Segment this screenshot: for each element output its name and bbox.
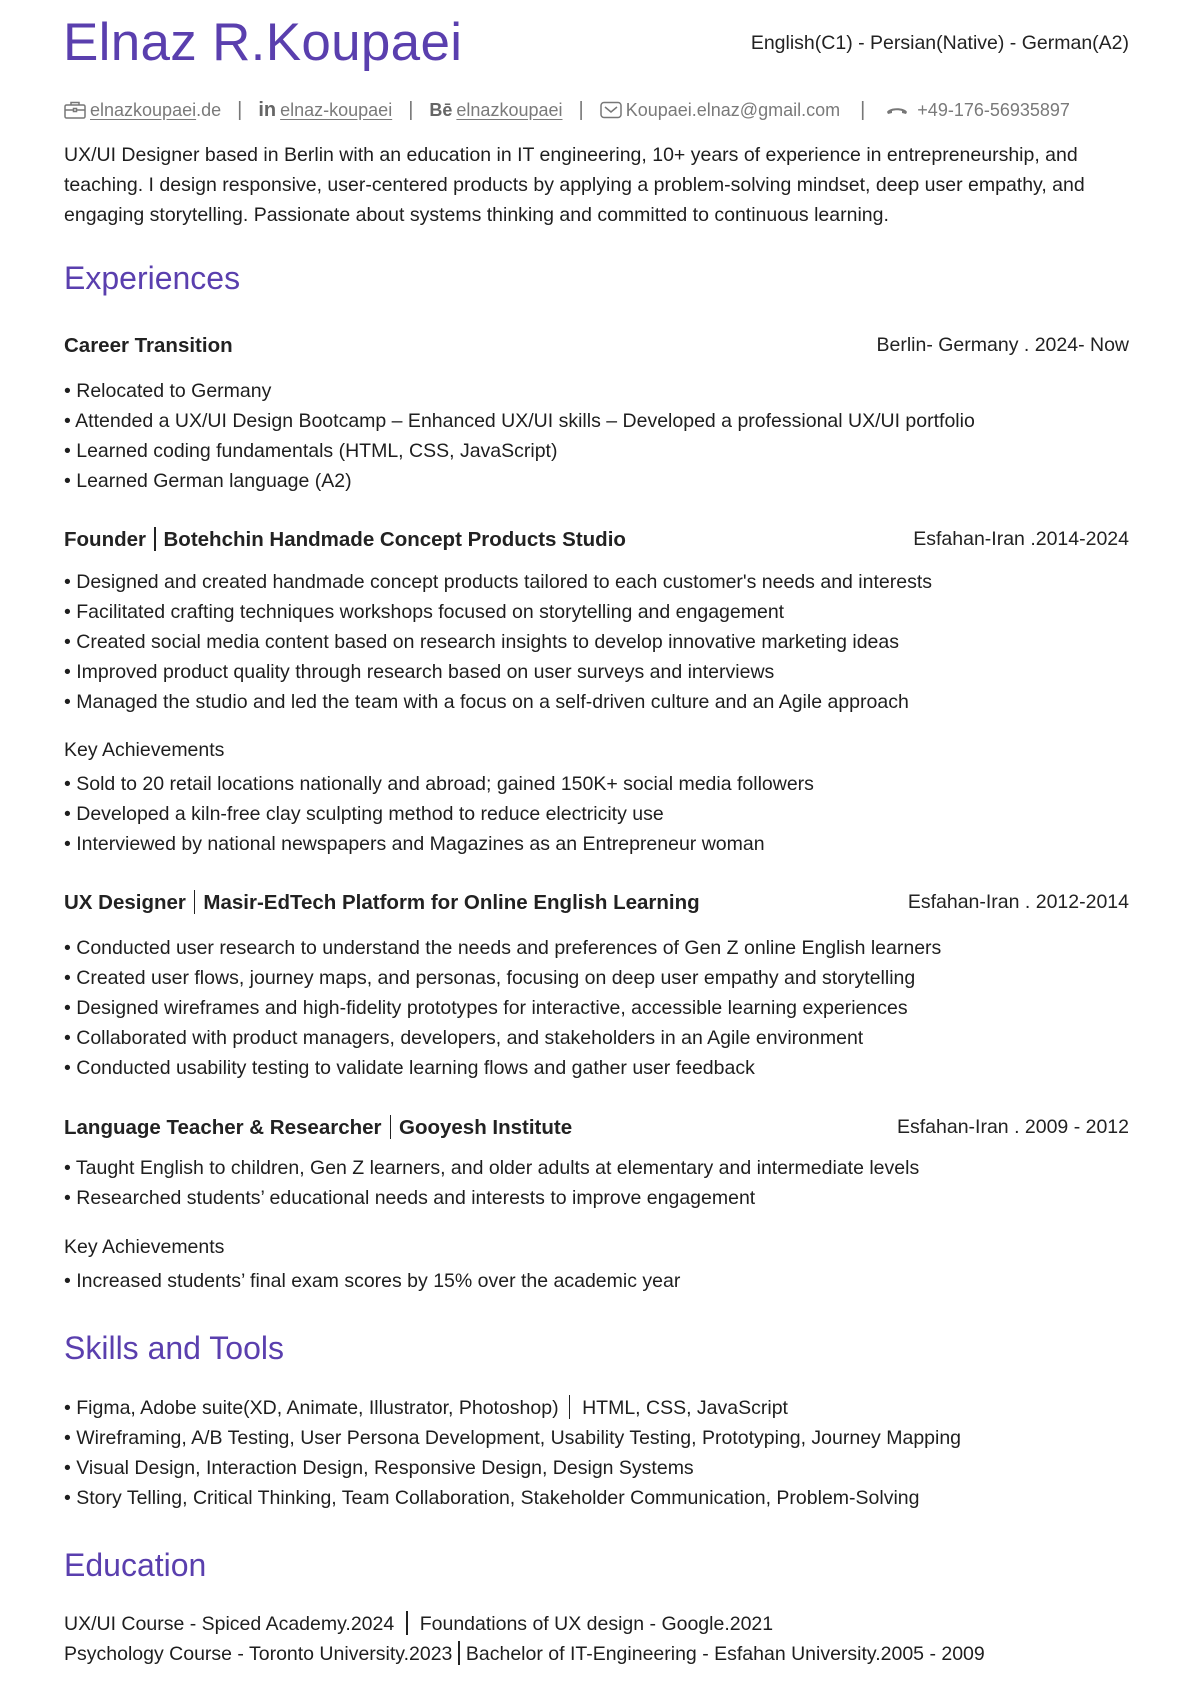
- list-item: • Attended a UX/UI Design Bootcamp – Enhanced UX/UI skills – Developed a professional UX/UI portfolio: [64, 410, 975, 432]
- job-role: UX Designer: [64, 891, 186, 914]
- list-item: • Researched students’ educational needs and interests to improve engagement: [64, 1187, 756, 1209]
- list-item: • Conducted user research to understand the needs and preferences of Gen Z online English learners: [64, 937, 942, 959]
- phone-text[interactable]: +49-176-56935897: [917, 100, 1070, 120]
- achievement-bullets: [64, 1266, 680, 1296]
- divider: [194, 890, 196, 914]
- job-org: Gooyesh Institute: [399, 1116, 573, 1139]
- list-item: • Designed and created handmade concept products tailored to each customer's needs and interests: [64, 571, 932, 593]
- list-item: • Improved product quality through research based on user surveys and interviews: [64, 661, 775, 683]
- separator: |: [237, 99, 243, 121]
- skills-list: [64, 1393, 961, 1513]
- list-item: [64, 1393, 961, 1423]
- divider: [569, 1395, 571, 1419]
- job-title: [64, 526, 626, 554]
- list-item: • Created social media content based on research insights to develop innovative marketing ideas: [64, 631, 899, 653]
- email-text[interactable]: Koupaei.elnaz@gmail.com: [625, 100, 841, 120]
- job-meta: Esfahan-Iran .2014-2024: [913, 528, 1129, 550]
- job-title: Career Transition: [64, 334, 233, 357]
- linkedin-link[interactable]: elnaz-koupaei: [280, 100, 393, 120]
- list-item: • Collaborated with product managers, developers, and stakeholders in an Agile environment: [64, 1027, 864, 1049]
- mail-icon: [600, 101, 622, 119]
- list-item: • Visual Design, Interaction Design, Responsive Design, Design Systems: [64, 1457, 694, 1479]
- list-item: • Facilitated crafting techniques workshops focused on storytelling and engagement: [64, 601, 785, 623]
- education-list: [64, 1609, 985, 1669]
- list-item: • Developed a kiln-free clay sculpting method to reduce electricity use: [64, 803, 664, 825]
- list-item: • Interviewed by national newspapers and Magazines as an Entrepreneur woman: [64, 833, 765, 855]
- achievement-bullets: [64, 769, 814, 859]
- section-education: Education: [64, 1547, 207, 1583]
- behance-link[interactable]: elnazkoupaei: [456, 100, 563, 120]
- candidate-name: Elnaz R.Koupaei: [63, 13, 463, 72]
- job-bullets: [64, 376, 975, 496]
- behance-icon: Bē: [429, 100, 453, 120]
- job-title: [64, 1114, 572, 1142]
- key-achievements-label: Key Achievements: [64, 1236, 225, 1258]
- list-item: • Increased students’ final exam scores by 15% over the academic year: [64, 1270, 681, 1292]
- briefcase-icon: [64, 101, 86, 119]
- separator: |: [578, 99, 584, 121]
- list-item: • Learned German language (A2): [64, 470, 352, 492]
- job-bullets: [64, 1153, 919, 1213]
- list-item: • Relocated to Germany: [64, 380, 272, 402]
- list-item: • Story Telling, Critical Thinking, Team Collaboration, Stakeholder Communication, Problem-Solving: [64, 1487, 920, 1509]
- separator: |: [408, 99, 414, 121]
- job-bullets: [64, 567, 932, 717]
- education-item: Bachelor of IT-Engineering - Esfahan University.2005 - 2009: [465, 1643, 985, 1665]
- website-link[interactable]: elnazkoupaei: [90, 100, 197, 120]
- education-item: Psychology Course - Toronto University.2023: [64, 1643, 453, 1665]
- divider: [390, 1115, 392, 1139]
- education-line: [64, 1639, 985, 1669]
- languages: English(C1) - Persian(Native) - German(A2): [750, 32, 1129, 54]
- list-item: • Sold to 20 retail locations nationally and abroad; gained 150K+ social media followers: [64, 773, 814, 795]
- list-item: • Wireframing, A/B Testing, User Persona Development, Usability Testing, Prototyping, Journey Mapping: [64, 1427, 962, 1449]
- website-link-wrap: [90, 97, 221, 123]
- list-item: • Conducted usability testing to validate learning flows and gather user feedback: [64, 1057, 755, 1079]
- divider: [154, 527, 156, 551]
- key-achievements-label: Key Achievements: [64, 739, 225, 761]
- website-suffix: .de: [196, 100, 222, 120]
- contact-row: [64, 97, 1070, 123]
- job-role: Language Teacher & Researcher: [64, 1116, 382, 1139]
- job-bullets: [64, 933, 941, 1083]
- job-org: Botehchin Handmade Concept Products Studio: [163, 528, 626, 551]
- job-org: Masir-EdTech Platform for Online English Learning: [203, 891, 700, 914]
- divider: [406, 1611, 408, 1635]
- separator: |: [860, 99, 866, 121]
- list-item: • Created user flows, journey maps, and personas, focusing on deep user empathy and storytelling: [64, 967, 916, 989]
- skills-code: HTML, CSS, JavaScript: [582, 1397, 788, 1419]
- section-experiences: Experiences: [64, 260, 241, 296]
- job-meta: Berlin- Germany . 2024- Now: [876, 334, 1129, 356]
- education-item: UX/UI Course - Spiced Academy.2024: [64, 1613, 395, 1635]
- section-skills: Skills and Tools: [64, 1330, 284, 1366]
- list-item: • Designed wireframes and high-fidelity prototypes for interactive, accessible learning experiences: [64, 997, 908, 1019]
- job-meta: Esfahan-Iran . 2012-2014: [907, 891, 1129, 913]
- summary: UX/UI Designer based in Berlin with an education in IT engineering, 10+ years of experience in entrepreneurship, and teaching. I design responsive, user-centered products by applying a problem-solving mindset, deep user empathy, and engaging storytelling. Passionate about systems thinking and committed to continuous learning.: [64, 144, 1085, 226]
- job-meta: Esfahan-Iran . 2009 - 2012: [897, 1116, 1129, 1138]
- list-item: • Taught English to children, Gen Z learners, and older adults at elementary and intermediate levels: [64, 1157, 920, 1179]
- divider: [458, 1641, 460, 1665]
- job-title: [64, 889, 700, 917]
- skills-design-tools: • Figma, Adobe suite(XD, Animate, Illustrator, Photoshop): [64, 1397, 559, 1419]
- job-role: Founder: [64, 528, 146, 551]
- list-item: • Managed the studio and led the team with a focus on a self-driven culture and an Agile approach: [64, 691, 909, 713]
- list-item: • Learned coding fundamentals (HTML, CSS, JavaScript): [64, 440, 558, 462]
- education-line: [64, 1609, 985, 1639]
- education-item: Foundations of UX design - Google.2021: [419, 1613, 774, 1635]
- phone-icon: [885, 104, 909, 116]
- linkedin-icon: in: [258, 99, 277, 121]
